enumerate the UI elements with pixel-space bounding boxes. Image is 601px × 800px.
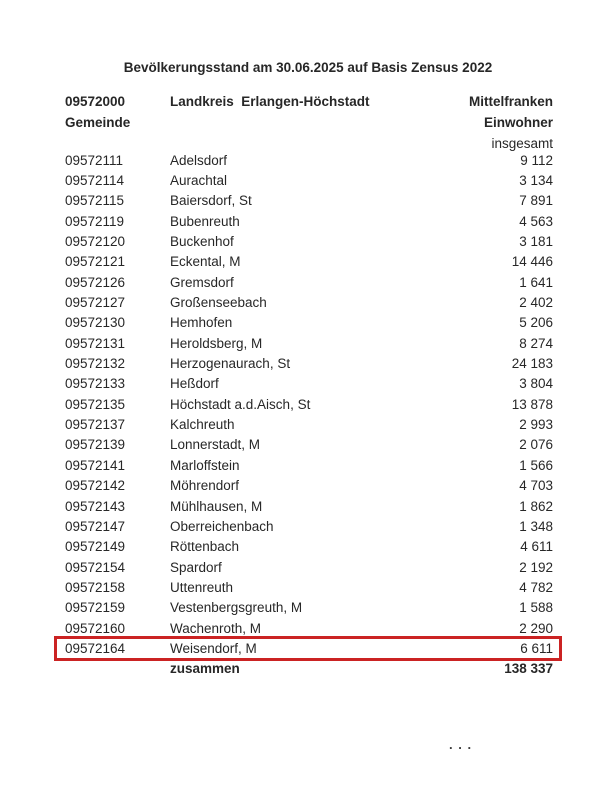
einwohner-value-cell: 6 611 [520, 640, 553, 656]
einwohner-value-cell: 2 076 [519, 437, 553, 453]
table-row [65, 252, 553, 272]
gemeinde-code-cell: 09572121 [65, 254, 126, 270]
einwohner-value-cell: 1 641 [519, 274, 553, 290]
einwohner-value-cell: 4 703 [519, 478, 553, 494]
gemeinde-code-cell: 09572149 [65, 539, 126, 555]
district-name: Mittelfranken [468, 94, 553, 109]
gemeinde-code-cell: 09572159 [65, 600, 126, 616]
gemeinde-code-cell: 09572126 [65, 274, 126, 290]
gemeinde-name-cell: Weisendorf, M [170, 640, 257, 656]
gemeinde-name-cell: Vestenbergsgreuth, M [170, 600, 303, 616]
table-row [65, 292, 553, 312]
gemeinde-code-cell: 09572132 [65, 356, 126, 372]
einwohner-value-cell: 4 611 [520, 539, 553, 555]
gemeinde-code-cell: 09572154 [65, 559, 126, 575]
einwohner-value-cell: 1 862 [519, 498, 553, 514]
gemeinde-name-cell: Marloffstein [170, 457, 240, 473]
table-header [65, 91, 553, 154]
einwohner-value-cell: 2 192 [519, 559, 553, 575]
table-row [65, 272, 553, 292]
total-row [65, 659, 553, 679]
table-row [65, 231, 553, 251]
gemeinde-code-cell: 09572119 [65, 213, 125, 229]
gemeinde-name-cell: Aurachtal [170, 173, 228, 189]
einwohner-value-cell: 2 290 [519, 620, 553, 636]
einwohner-value-cell: 13 878 [511, 396, 553, 412]
table-row [65, 598, 553, 618]
gemeinde-code-cell: 09572139 [65, 437, 126, 453]
table-row [65, 333, 553, 353]
einwohner-value-cell: 7 891 [519, 193, 553, 209]
gemeinde-name-cell: Buckenhof [170, 234, 234, 250]
page-continuation-ellipsis: . . . [449, 737, 473, 752]
column-sublabel-insgesamt: insgesamt [491, 136, 553, 151]
einwohner-value-cell: 3 134 [519, 173, 553, 189]
einwohner-value-cell: 1 348 [519, 518, 553, 534]
einwohner-value-cell: 4 563 [519, 213, 553, 229]
gemeinde-name-cell: Oberreichenbach [170, 518, 274, 534]
gemeinde-name-cell: Möhrendorf [170, 478, 240, 494]
gemeinde-code-cell: 09572135 [65, 396, 126, 412]
einwohner-value-cell: 3 181 [519, 234, 553, 250]
table-row [65, 414, 553, 434]
table-row [65, 496, 553, 516]
column-label-gemeinde: Gemeinde [65, 115, 131, 130]
einwohner-value-cell: 2 993 [519, 417, 553, 433]
gemeinde-name-cell: Bubenreuth [170, 213, 240, 229]
page-title: Bevölkerungsstand am 30.06.2025 auf Basis Zensus 2022 [123, 60, 493, 75]
table-row [65, 455, 553, 475]
gemeinde-name-cell: Wachenroth, M [170, 620, 262, 636]
einwohner-value-cell: 8 274 [519, 335, 553, 351]
table-row [65, 537, 553, 557]
einwohner-value-cell: 24 183 [511, 356, 553, 372]
population-table [65, 150, 553, 679]
gemeinde-name-cell: Großenseebach [170, 295, 267, 311]
table-row [65, 435, 553, 455]
gemeinde-name-cell: Lonnerstadt, M [170, 437, 261, 453]
gemeinde-name-cell: Adelsdorf [170, 152, 228, 168]
gemeinde-name-cell: Heßdorf [170, 376, 219, 392]
gemeinde-code-cell: 09572147 [65, 518, 126, 534]
region-code: 09572000 [65, 94, 126, 109]
gemeinde-code-cell: 09572120 [65, 234, 126, 250]
gemeinde-name-cell: Mühlhausen, M [170, 498, 263, 514]
gemeinde-code-cell: 09572141 [65, 457, 126, 473]
gemeinde-name-cell: Spardorf [170, 559, 222, 575]
table-row [65, 618, 553, 638]
gemeinde-name-cell: Röttenbach [170, 539, 240, 555]
region-name: Landkreis Erlangen-Höchstadt [170, 94, 370, 109]
gemeinde-name-cell: Höchstadt a.d.Aisch, St [170, 396, 311, 412]
total-label: zusammen [170, 661, 240, 677]
gemeinde-name-cell: Heroldsberg, M [170, 335, 263, 351]
gemeinde-code-cell: 09572143 [65, 498, 126, 514]
gemeinde-code-cell: 09572133 [65, 376, 126, 392]
einwohner-value-cell: 3 804 [519, 376, 553, 392]
gemeinde-code-cell: 09572111 [65, 152, 124, 168]
table-row [65, 374, 553, 394]
header-row-columns [65, 112, 553, 133]
gemeinde-name-cell: Hemhofen [170, 315, 233, 331]
header-row-region [65, 91, 553, 112]
table-row [65, 170, 553, 190]
table-row [65, 211, 553, 231]
table-row [65, 191, 553, 211]
total-value: 138 337 [504, 661, 553, 677]
einwohner-value-cell: 1 588 [519, 600, 553, 616]
table-row [65, 577, 553, 597]
table-row [65, 516, 553, 536]
gemeinde-code-cell: 09572131 [65, 335, 126, 351]
einwohner-value-cell: 2 402 [519, 295, 553, 311]
gemeinde-code-cell: 09572114 [65, 173, 125, 189]
table-row [65, 476, 553, 496]
gemeinde-code-cell: 09572160 [65, 620, 126, 636]
table-row [65, 313, 553, 333]
gemeinde-code-cell: 09572130 [65, 315, 126, 331]
table-row [65, 557, 553, 577]
gemeinde-code-cell: 09572142 [65, 478, 126, 494]
gemeinde-name-cell: Kalchreuth [170, 417, 235, 433]
einwohner-value-cell: 1 566 [519, 457, 553, 473]
table-row [65, 394, 553, 414]
table-row [65, 353, 553, 373]
gemeinde-name-cell: Herzogenaurach, St [170, 356, 291, 372]
column-label-einwohner: Einwohner [483, 115, 553, 130]
einwohner-value-cell: 9 112 [520, 152, 553, 168]
gemeinde-name-cell: Gremsdorf [170, 274, 234, 290]
gemeinde-code-cell: 09572137 [65, 417, 126, 433]
gemeinde-name-cell: Baiersdorf, St [170, 193, 252, 209]
gemeinde-code-cell: 09572127 [65, 295, 126, 311]
einwohner-value-cell: 4 782 [519, 579, 553, 595]
gemeinde-code-cell: 09572158 [65, 579, 126, 595]
einwohner-value-cell: 5 206 [519, 315, 553, 331]
einwohner-value-cell: 14 446 [511, 254, 553, 270]
table-row [65, 638, 553, 658]
gemeinde-code-cell: 09572164 [65, 640, 126, 656]
gemeinde-name-cell: Uttenreuth [170, 579, 234, 595]
table-row [65, 150, 553, 170]
gemeinde-name-cell: Eckental, M [170, 254, 241, 270]
gemeinde-code-cell: 09572115 [65, 193, 125, 209]
